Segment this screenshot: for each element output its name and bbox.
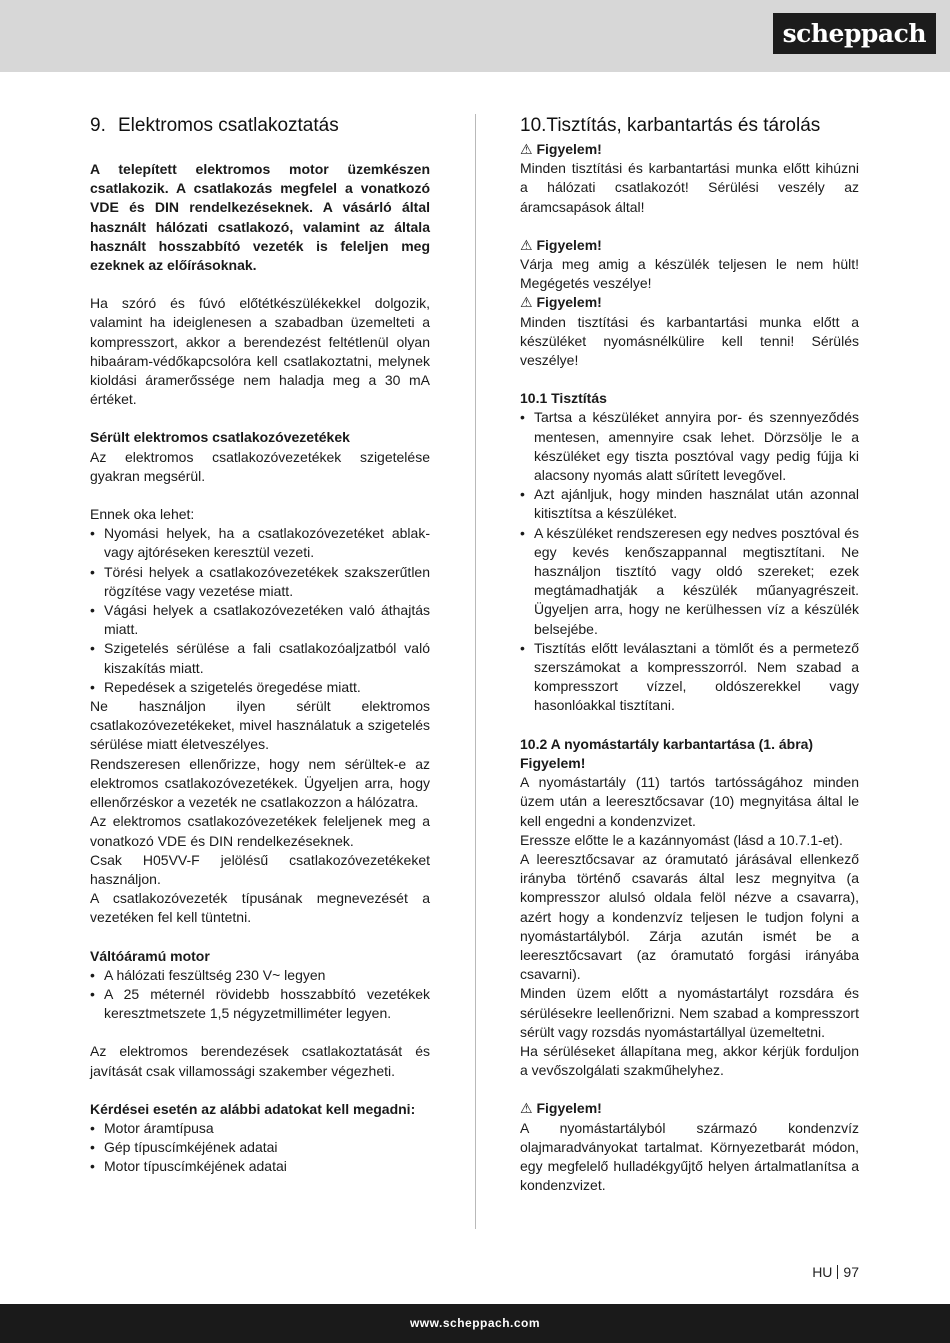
brand-logo: scheppach [773,13,936,54]
damaged-cables-text: Az elektromos csatlakozóvezetékek szigetelése gyakran megsérül. [90,448,430,484]
page-number [812,1264,859,1280]
section-9-heading: 9. Elektromos csatlakoztatás [90,115,339,136]
electrician-paragraph: Az elektromos berendezések csatlakoztatását és javítását csak villamossági szakember végezheti. [90,1043,430,1079]
list-item: • Motor áramtípusa [90,1119,430,1138]
paragraph: Minden üzem előtt a nyomástartályt rozsdára és sérülésekre leellenőrizni. Nem szabad a kompresszort sérült vagy rozsdás nyomástartállyal üzemeltetni. [520,985,859,1040]
list-item: • Nyomási helyek, ha a csatlakozóvezetéket ablak- vagy ajtóréseken keresztül vezeti. [90,524,430,562]
paragraph: Csak H05VV-F jelölésű csatlakozóvezetékeket használjon. [90,851,430,887]
list-item: • Gép típuscímkéjének adatai [90,1138,430,1157]
page-number-value: 97 [843,1264,859,1280]
warning-text: Várja meg amig a készülék teljesen le nem hült! Megégetés veszélye! [520,256,859,292]
paragraph: Eressze előtte le a kazánnyomást (lásd a 10.7.1-et). [520,831,843,848]
footer-url[interactable]: www.scheppach.com [409,1316,541,1330]
warning-text: A nyomástartályból származó kondenzvíz olajmaradványokat tartalmat. Környezetbarát módon, egy megfelelő hulladékgyűjtő helyen ártalmatlanítsa a kondenzvizet. [520,1119,859,1194]
damaged-cables-title: Sérült elektromos csatlakozóvezetékek [90,429,350,446]
section-10-2-warning: Figyelem! [520,754,586,771]
warning-text: Minden tisztítási és karbantartási munka előtt kihúzni a hálózati csatlakozót! Sérülési veszély az áramcsapások által! [520,160,859,215]
questions-title: Kérdései esetén az alábbi adatokat kell megadni: [90,1100,416,1117]
warning-text: Minden tisztítási és karbantartási munka előtt a készüléket nyomásnélkülire kell tenni! Sérülés veszélye! [520,313,859,369]
warning-heading: ⚠ Figyelem! [520,141,602,157]
paragraph: Rendszeresen ellenőrizze, hogy nem sérültek-e az elektromos csatlakozóvezetékek. Ügyeljen arra, hogy ellenőrzéskor a vezeték ne csatlakozzon a hálózatra. [90,755,430,811]
rcd-paragraph: Ha szóró és fúvó előtétkészülékekkel dolgozik, valamint ha ideiglenesen a szabadban üzemelteti a kompresszort, akkor a berendezést feltétlenül olyan hibaáram-védőkapcsolóra kell csatlakoztatni, melynek kioldási áramerőssége nem haladja meg a 30 mA értéket. [90,295,430,408]
paragraph: A leeresztőcsavar az óramutató járásával ellenkező irányba történő csavarás által lesz megnyitva (a kompresszor alulsó oldala felöl nézve a csavarra), azért hogy a kondenzvíz teljesen le tudjon folyni a nyomástartályból. Zárja azután ismét be a leeresztőcsavart (az óramutató forgási irányába csavarni). [520,850,859,983]
header-bar [0,0,950,72]
ac-motor-list [90,966,430,1024]
paragraph: Ha sérüléseket állapítana meg, akkor kérjük forduljon a vevőszolgálati szakműhelyhez. [520,1042,859,1079]
language-code: HU [812,1264,833,1280]
warning-heading: ⚠ Figyelem! [520,1100,602,1117]
paragraph: A nyomástartály (11) tartós tartósságához minden üzem után a leeresztőcsavar (10) megnyitása által le kell engedni a kondenzvizet. [520,774,859,829]
list-item: • Repedések a szigetelés öregedése miatt. [90,678,430,697]
list-item: • Szigetelés sérülése a fali csatlakozóaljzatból való kiszakítás miatt. [90,639,430,677]
questions-list [90,1119,430,1177]
warning-icon: ⚠ [520,236,533,253]
warning-heading: ⚠ Figyelem! [520,294,602,311]
column-divider [475,114,476,1229]
section-10-2-title: 10.2 A nyomástartály karbantartása (1. ábra) [520,735,814,752]
list-item: • Tisztítás előtt leválasztani a tömlőt és a permetező szerszámokat a kompresszorról. Nem szabad a kompresszort vízzel, oldószerekkel vagy hasonlóakkal tisztítani. [520,639,859,716]
footer-bar [0,1304,950,1343]
cleaning-list [520,408,859,715]
causes-intro: Ennek oka lehet: [90,506,195,523]
ac-motor-title: Váltóáramú motor [90,947,210,964]
warning-icon: ⚠ [520,141,533,157]
list-item: • Motor típuscímkéjének adatai [90,1157,430,1176]
section-10-1-title: 10.1 Tisztítás [520,390,607,407]
list-item: • Tartsa a készüléket annyira por- és szennyeződés mentesen, amennyire csak lehet. Dörzsölje le a készüléket egy tiszta posztóval vagy pedig fújja ki alacsony nyomás alatt sűrített levegővel. [520,408,859,485]
paragraph: Az elektromos csatlakozóvezetékek feleljenek meg a vonatkozó VDE és DIN rendelkezéseknek. [90,813,430,849]
warning-icon: ⚠ [520,1100,533,1117]
list-item: • A hálózati feszültség 230 V~ legyen [90,966,430,985]
list-item: • A 25 méternél rövidebb hosszabbító vezetékek keresztmetszete 1,5 négyzetmilliméter legyen. [90,985,430,1023]
left-column [90,112,430,1177]
causes-list [90,524,430,697]
right-column [520,112,859,1195]
warning-heading: ⚠ Figyelem! [520,236,602,253]
section-10-heading: 10.Tisztítás, karbantartás és tárolás [520,115,821,136]
list-item: • A készüléket rendszeresen egy nedves posztóval és egy kevés kenőszappannal megtisztítani. Ne használjon tisztító vagy oldó szereket; ezek megtámadhatják a készülék műanyagrészeit. Ügyeljen arra, hogy ne kerülhessen víz a készülék belsejébe. [520,524,859,639]
paragraph: A csatlakozóvezeték típusának megnevezését a vezetéken fel kell tüntetni. [90,890,430,926]
paragraph: Ne használjon ilyen sérült elektromos csatlakozóvezetékeket, mivel használatuk a szigetelés sérülése miatt életveszélyes. [90,698,430,753]
intro-bold-paragraph: A telepített elektromos motor üzemkészen csatlakozik. A csatlakozás megfelel a vonatkozó VDE és DIN rendelkezéseknek. A vásárló által használt hálózati csatlakozó, valamint az általa használt hosszabbító vezeték is feleljen meg ezeknek az előírásoknak. [90,161,430,274]
list-item: • Törési helyek a csatlakozóvezetékek szakszerűtlen rögzítése vagy vezetése miatt. [90,563,430,601]
list-item: • Vágási helyek a csatlakozóvezetéken való áthajtás miatt. [90,601,430,639]
warning-icon: ⚠ [520,294,533,311]
list-item: • Azt ajánljuk, hogy minden használat után azonnal kitisztítsa a készüléket. [520,485,859,523]
